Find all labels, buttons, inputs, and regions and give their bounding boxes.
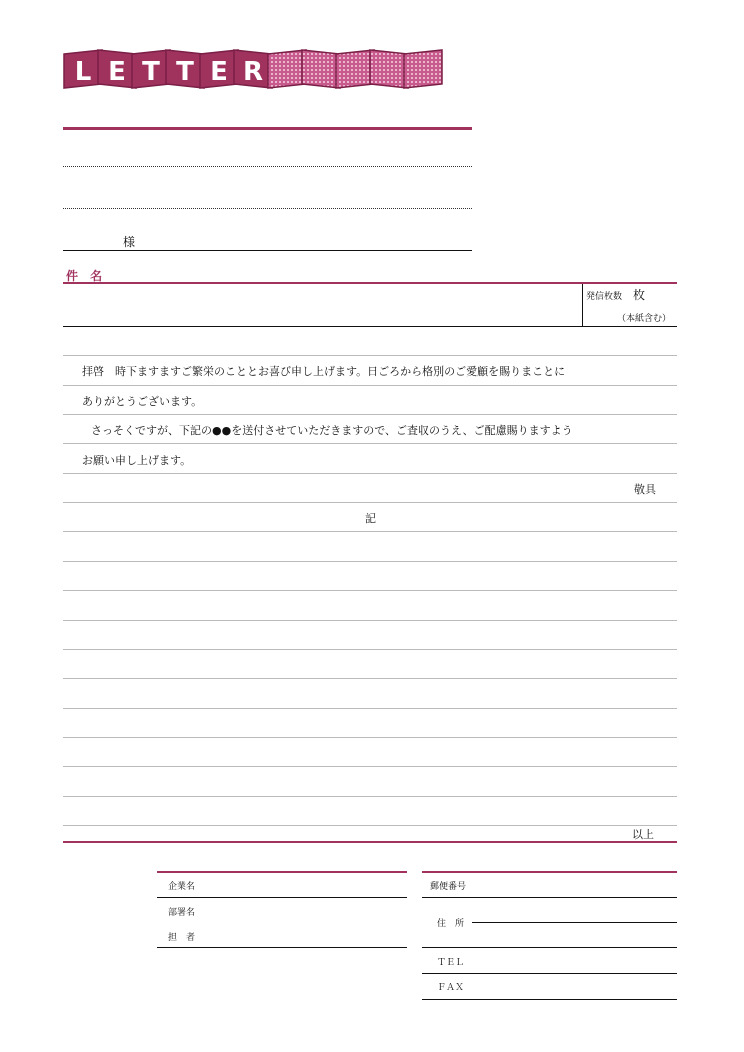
sheet-count-note: （本紙含む） [617,314,672,324]
tel-field[interactable] [422,948,677,972]
fax-label: ＦＡＸ [437,983,465,993]
greeting-line-2: ありがとうございます。 [82,395,203,408]
logo-tile [268,50,306,88]
body-rule [63,649,677,650]
body-bottom-accent-rule [63,841,677,843]
postal-field[interactable] [422,873,677,897]
person-field[interactable] [157,898,407,947]
postal-label: 郵便番号 [430,882,467,892]
record-heading: 記 [365,512,376,525]
body-rule [63,355,677,356]
end-mark: 以上 [632,828,654,841]
person-label: 担 者 [168,933,196,943]
address-mid-rule [472,922,677,923]
recipient-company-line [63,166,472,167]
fax-rule [422,999,677,1000]
logo-tile [336,50,374,88]
letter-logo [62,48,472,92]
fax-field[interactable] [422,974,677,998]
company-label: 企業名 [168,882,196,892]
body-rule [63,385,677,386]
logo-letter: T [142,57,160,87]
body-rule [63,414,677,415]
body-rule [63,443,677,444]
logo-letter: R [242,57,264,87]
logo-tile [404,50,442,88]
tel-label: ＴＥＬ [437,958,465,968]
body-rule [63,825,677,826]
logo-letter: L [74,57,92,87]
body-rule [63,796,677,797]
subject-divider [582,284,583,326]
logo-tile [302,50,340,88]
top-accent-rule [63,127,472,130]
body-rule [63,620,677,621]
closing-keigu: 敬具 [634,483,656,496]
sheet-count-label: 発信枚数 [586,292,623,302]
greeting-line-3: さっそくですが、下記の●●を送付させていただきますので、ご査収のうえ、ご配慮賜りますよう [80,424,573,437]
recipient-department-line [63,208,472,209]
address-label: 住 所 [437,919,465,929]
department-label: 部署名 [168,908,196,918]
subject-field[interactable] [63,284,581,325]
subject-bottom-rule [63,326,677,327]
body-rule [63,502,677,503]
body-rule [63,766,677,767]
company-field[interactable] [157,873,407,897]
body-rule [63,737,677,738]
recipient-honorific: 様 [123,235,136,249]
body-rule [63,561,677,562]
recipient-name-line [63,250,472,251]
body-rule [63,708,677,709]
body-rule [63,531,677,532]
sheet-count-unit: 枚 [633,288,646,302]
logo-letter: E [210,57,228,87]
person-rule [157,947,407,948]
subject-label: 件 名 [66,269,107,283]
body-rule [63,590,677,591]
logo-tile [370,50,408,88]
logo-letter: E [108,57,126,87]
greeting-line-1: 拝啓 時下ますますご繁栄のこととお喜び申し上げます。日ごろから格別のご愛顧を賜りまことに [82,365,566,378]
body-rule [63,473,677,474]
logo-letter: T [176,57,194,87]
greeting-line-4: お願い申し上げます。 [82,454,192,467]
body-rule [63,678,677,679]
